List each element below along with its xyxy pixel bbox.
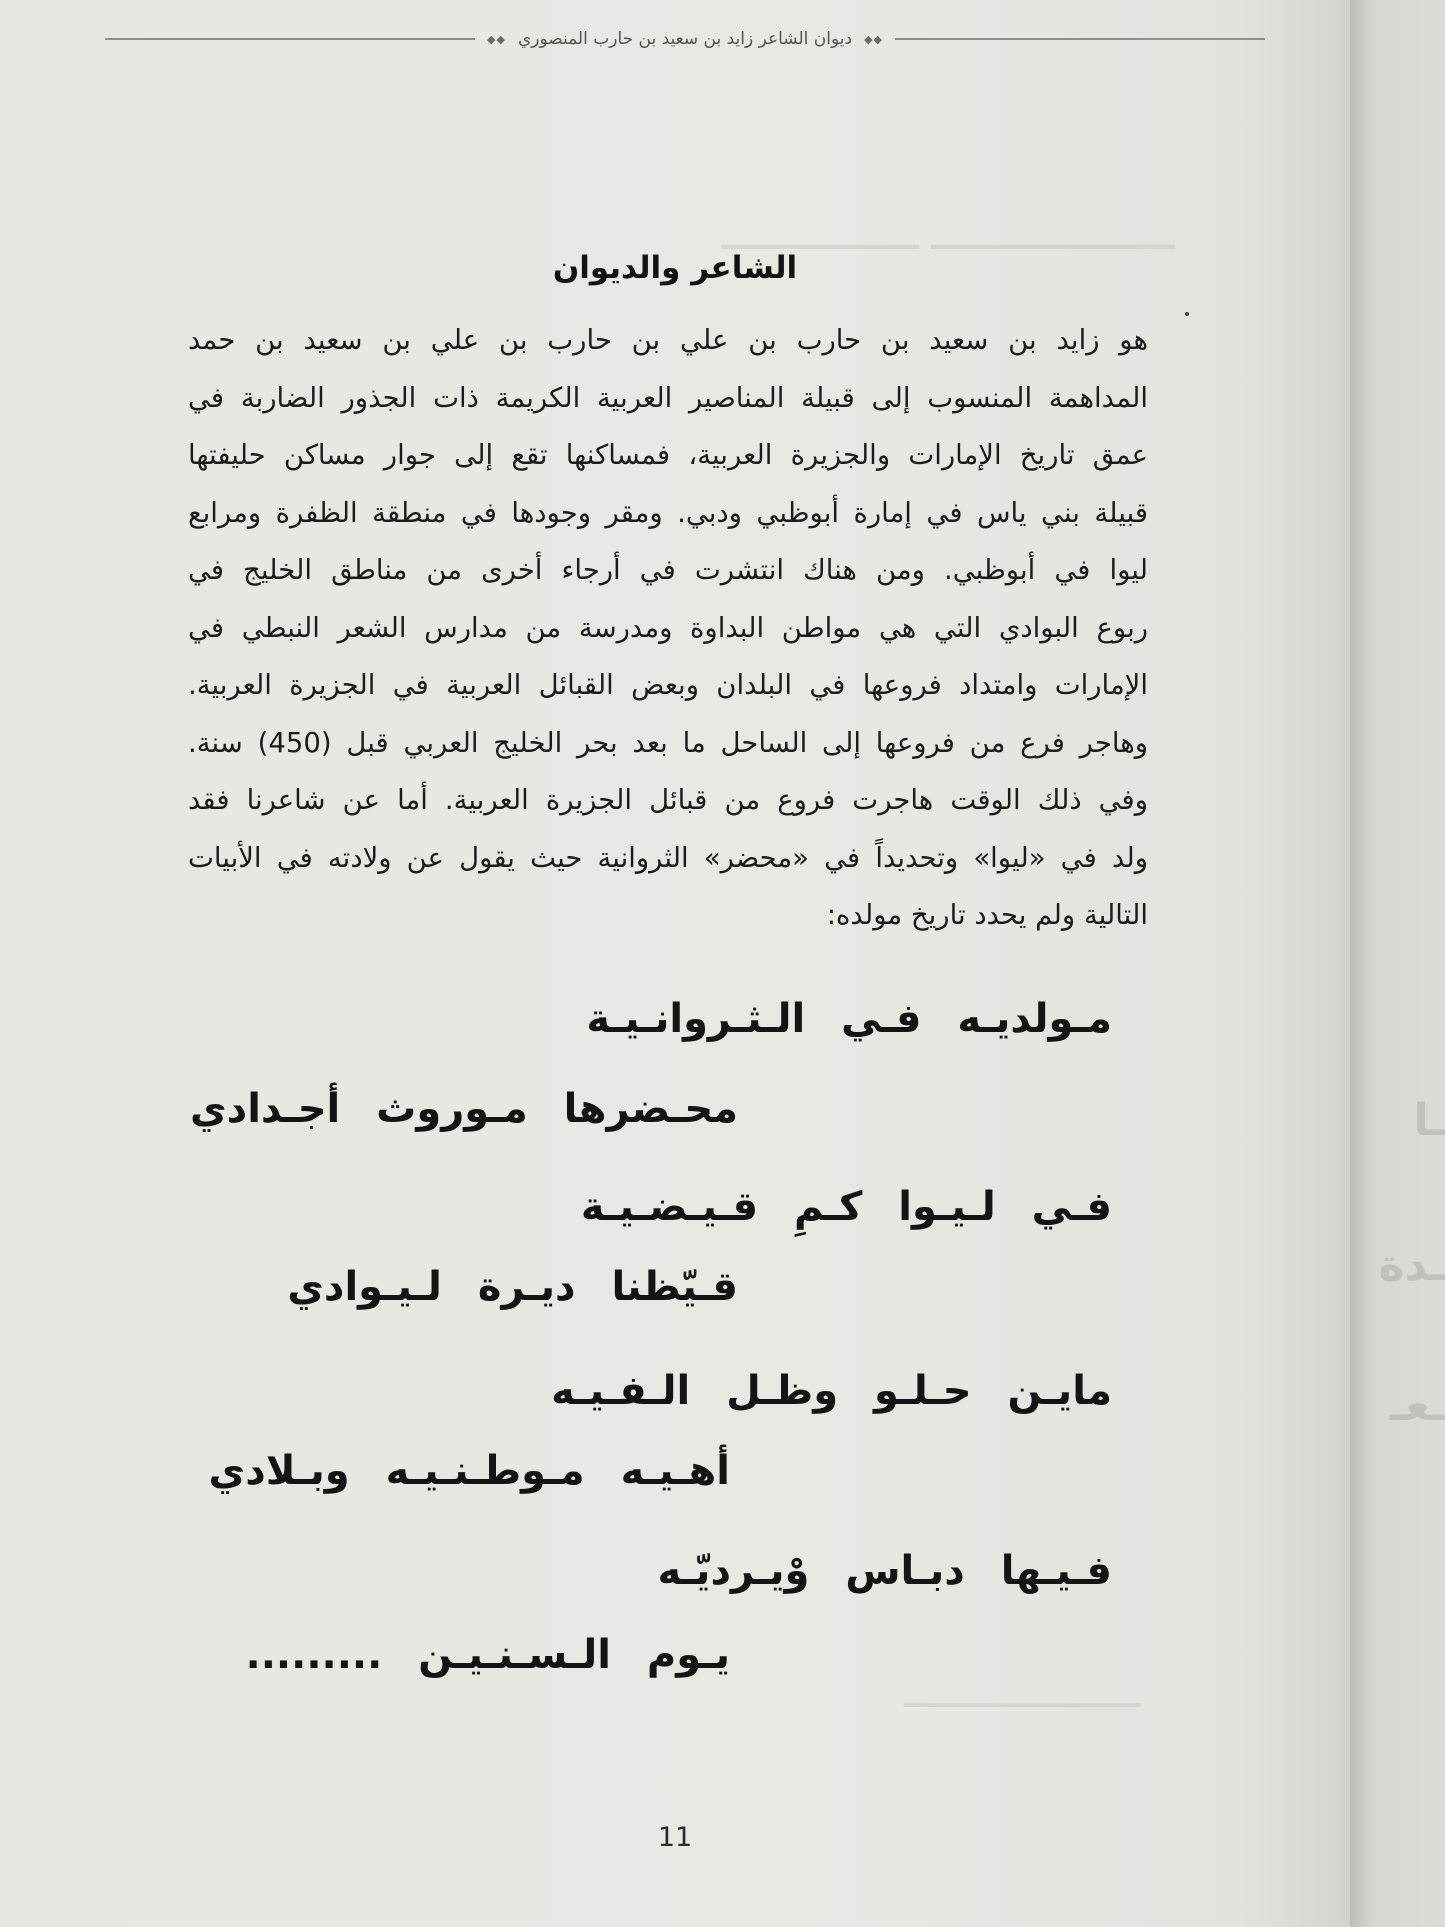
- ornament-icon: ◆◆: [487, 32, 506, 46]
- next-page-text-fragment: ـا: [1413, 1095, 1445, 1146]
- body-line: ليوا في أبوظبي. ومن هناك انتشرت في أرجاء أخرى من مناطق الخليج في: [188, 554, 1148, 586]
- verse-hemistich-first: مـولديـه فـي الـثـروانـيـة: [586, 996, 1112, 1042]
- body-line: وفي ذلك الوقت هاجرت فروع من قبائل الجزيرة العربية. أما عن شاعرنا فقد: [188, 784, 1148, 816]
- next-page-text-fragment: ـعـ: [1390, 1380, 1445, 1431]
- verse-hemistich-second: أهـيـه مـوطـنـيـه وبـلادي: [208, 1448, 730, 1494]
- verse-hemistich-first: فـيـها دبـاس وْيـرديّـه: [657, 1548, 1112, 1594]
- body-line: ربوع البوادي التي هي مواطن البداوة ومدرسة من مدارس الشعر النبطي في: [188, 611, 1148, 644]
- verse-hemistich-first: فـي لـيـوا كـمِ قـيـضـيـة: [580, 1184, 1112, 1230]
- body-line: ولد في «ليوا» وتحديداً في «محضر» الثروانية حيث يقول عن ولادته في الأبيات: [188, 841, 1148, 874]
- verse-hemistich-second: يـوم الـسـنـيـن .........: [245, 1632, 730, 1678]
- body-line: عمق تاريخ الإمارات والجزيرة العربية، فمساكنها تقع إلى جوار مساكن حليفتها: [188, 439, 1148, 471]
- ornament-icon: ◆◆: [864, 32, 883, 46]
- body-line: المداهمة المنسوب إلى قبيلة المناصير العربية الكريمة ذات الجذور الضاربة في: [188, 381, 1148, 414]
- running-title: ديوان الشاعر زايد بن سعيد بن حارب المنصوري: [517, 29, 853, 49]
- page-number: 11: [657, 1822, 693, 1853]
- verse-hemistich-second: قـيّظنا ديـرة لـيـوادي: [287, 1264, 738, 1310]
- body-line: التالية ولم يحدد تاريخ مولده:: [826, 899, 1148, 931]
- next-page-edge: [1350, 0, 1445, 1927]
- body-line: الإمارات وامتداد فروعها في البلدان وبعض القبائل العربية في الجزيرة العربية.: [188, 669, 1148, 701]
- body-line: قبيلة بني ياس في إمارة أبوظبي ودبي. ومقر وجودها في منطقة الظفرة ومرابع: [188, 496, 1148, 529]
- body-line: هو زايد بن سعيد بن حارب بن علي بن حارب بن علي بن سعيد بن حمد: [188, 324, 1148, 356]
- body-line: وهاجر فرع من فروعها إلى الساحل ما بعد بحر الخليج العربي قبل (450) سنة.: [188, 726, 1148, 759]
- show-through-text: ـــــــــــــــــــــ ـــــــــــــــــ: [721, 218, 1175, 258]
- section-heading: الشاعر والديوان: [552, 250, 798, 286]
- verse-hemistich-second: محـضرها مـوروث أجـدادي: [190, 1086, 738, 1132]
- verse-hemistich-first: مايـن حـلـو وظـل الـفـيـه: [551, 1368, 1112, 1414]
- show-through-text: ـــــــــــــــــــــــ: [904, 1680, 1140, 1715]
- next-page-text-fragment: ـدة: [1378, 1240, 1445, 1291]
